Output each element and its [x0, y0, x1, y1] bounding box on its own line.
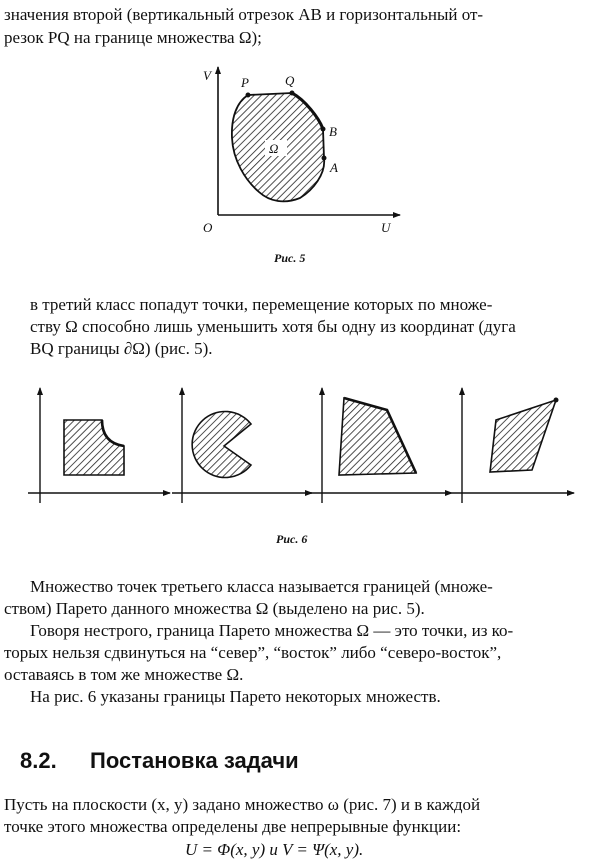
- para-pareto-line-3: Говоря нестрого, граница Парето множества Ω — это точки, из ко-: [30, 621, 514, 640]
- section-number: 8.2.: [20, 748, 57, 773]
- para-third-line-1: в третий класс попадут точки, перемещение которых по множе-: [30, 295, 493, 314]
- para-pareto-line-2: ством) Парето данного множества Ω (выделено на рис. 5).: [4, 599, 425, 618]
- formula-u-v: U = Φ(x, y) и V = Ψ(x, y).: [185, 840, 364, 859]
- bottom-text-line-2: точке этого множества определены две непрерывные функции:: [4, 817, 462, 836]
- fig6-panel-2: [172, 388, 312, 503]
- point-p-label: P: [241, 75, 249, 90]
- point-a-dot: [322, 156, 327, 161]
- figure-5: [195, 62, 410, 242]
- section-title: Постановка задачи: [90, 748, 299, 773]
- top-text-line-1: значения второй (вертикальный отрезок AB и горизонтальный от-: [4, 5, 484, 24]
- figure-6: [22, 380, 582, 525]
- para-pareto-line-6: На рис. 6 указаны границы Парето некоторых множеств.: [30, 687, 441, 706]
- fig6-panel-3: [309, 388, 452, 503]
- bottom-text-line-1: Пусть на плоскости (x, y) задано множество ω (рис. 7) и в каждой: [4, 795, 481, 814]
- point-b-label: B: [329, 124, 337, 139]
- para-pareto-line-1: Множество точек третьего класса называется границей (множе-: [30, 577, 493, 596]
- top-text-line-2: резок PQ на границе множества Ω);: [4, 28, 262, 47]
- point-p-dot: [246, 93, 251, 98]
- para-third-line-3: BQ границы ∂Ω) (рис. 5).: [30, 339, 213, 358]
- v-axis-label: V: [203, 68, 211, 83]
- omega-label: Ω: [269, 141, 279, 156]
- origin-label: O: [203, 220, 213, 235]
- fig6-panel-4: [452, 388, 574, 503]
- point-q-dot: [290, 91, 295, 96]
- para-pareto-line-5: оставаясь в том же множестве Ω.: [4, 665, 244, 684]
- fig6-panel-1: [28, 388, 170, 503]
- point-q-label: Q: [285, 73, 295, 88]
- u-axis-label: U: [381, 220, 391, 235]
- para-pareto-line-4: торых нельзя сдвинуться на “север”, “восток” либо “северо-восток”,: [4, 643, 502, 662]
- point-a-label: A: [330, 160, 338, 175]
- para-third-line-2: ству Ω способно лишь уменьшить хотя бы одну из координат (дуга: [30, 317, 516, 336]
- point-b-dot: [321, 127, 326, 132]
- figure-5-caption: Рис. 5: [274, 251, 306, 265]
- figure-6-caption: Рис. 6: [276, 532, 308, 546]
